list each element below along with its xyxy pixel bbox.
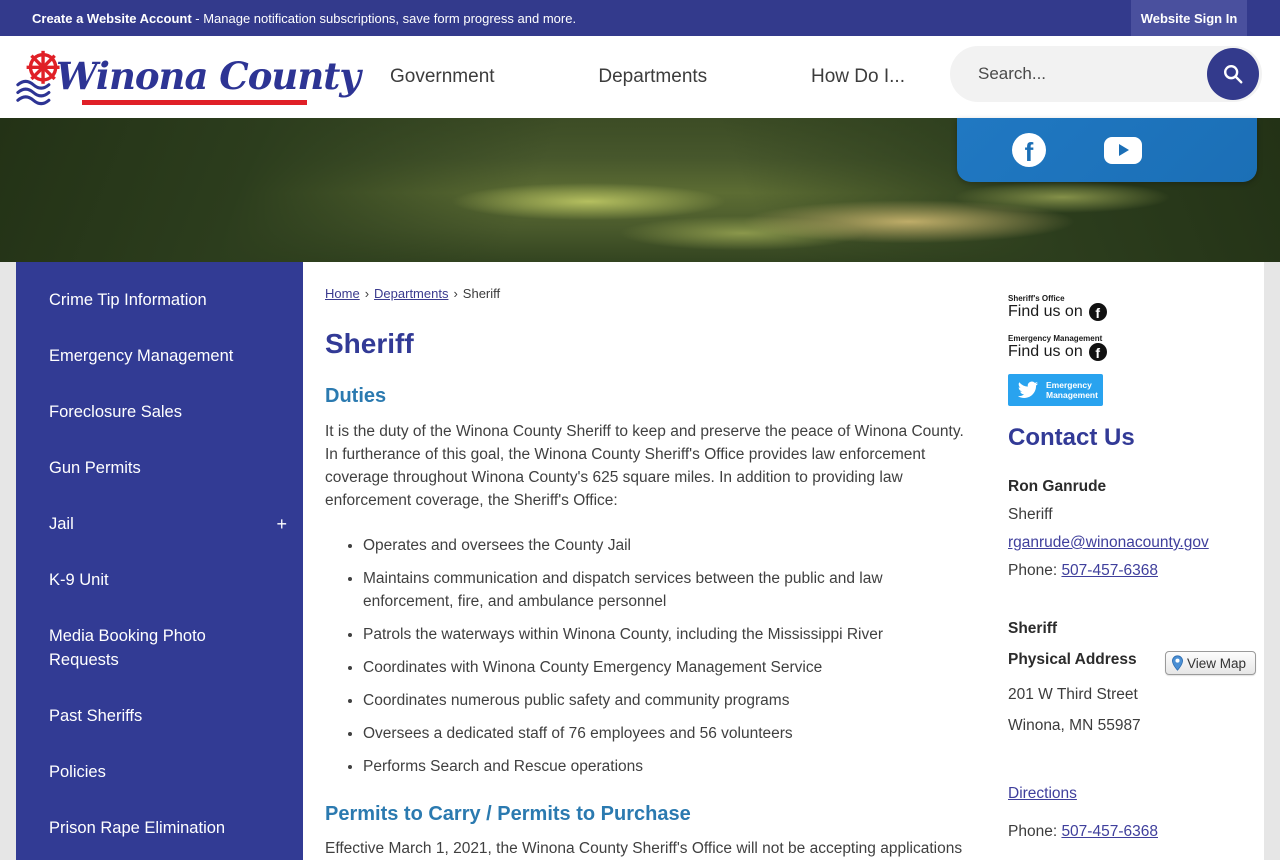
- right-sidebar: [1008, 262, 1264, 860]
- contact-phone-2: [1008, 823, 1256, 841]
- site-header: [0, 36, 1280, 118]
- sidebar-item-label: Past Sheriffs: [49, 707, 143, 725]
- find-us-dept-label: Sheriff's Office: [1008, 294, 1065, 303]
- sidebar-item-label: Foreclosure Sales: [49, 403, 182, 421]
- list-item: • Operates and oversees the County Jail: [363, 534, 976, 557]
- view-map-button[interactable]: [1165, 651, 1256, 675]
- search-input[interactable]: [978, 64, 1207, 84]
- map-pin-icon: [1171, 655, 1184, 671]
- contact-email-link[interactable]: rganrude@winonacounty.gov: [1008, 534, 1209, 551]
- sidebar-item-label: Media Booking Photo Requests: [49, 627, 206, 669]
- twitter-bird-icon: [1015, 379, 1041, 401]
- breadcrumb-departments[interactable]: Departments: [374, 286, 449, 301]
- find-us-dept-label: Emergency Management: [1008, 334, 1103, 343]
- sidebar-item-media-booking-photo-requests[interactable]: [16, 608, 303, 688]
- twitter-emergency-management-badge[interactable]: [1008, 374, 1103, 406]
- sidebar-item-k9-unit[interactable]: [16, 552, 303, 608]
- nav-how-do-i[interactable]: How Do I...: [811, 66, 905, 87]
- phone-label: Phone:: [1008, 562, 1062, 579]
- nav-departments[interactable]: Departments: [598, 66, 708, 87]
- website-sign-in-button[interactable]: Website Sign In: [1131, 0, 1247, 36]
- sidebar-item-label: K-9 Unit: [49, 571, 109, 589]
- create-account-link[interactable]: Create a Website Account: [32, 10, 192, 26]
- list-item: • Coordinates with Winona County Emergency Management Service: [363, 656, 976, 679]
- sidebar-item-prison-rape-elimination[interactable]: [16, 800, 303, 856]
- content-region: [16, 262, 1264, 860]
- view-map-label: View Map: [1186, 655, 1246, 671]
- breadcrumb-current: Sheriff: [462, 286, 501, 301]
- permits-heading: Permits to Carry / Permits to Purchase: [325, 803, 691, 825]
- youtube-icon[interactable]: [1104, 137, 1142, 164]
- logo-underline: [82, 100, 307, 105]
- sidebar-item-policies[interactable]: [16, 744, 303, 800]
- address-line-2: Winona, MN 55987: [1008, 717, 1141, 734]
- contact-department: Sheriff: [1008, 620, 1058, 637]
- sidebar-item-emergency-management[interactable]: [16, 328, 303, 384]
- main-content: [303, 262, 1008, 860]
- duties-heading: Duties: [325, 385, 387, 407]
- twitter-badge-label: Emergency Management: [1046, 380, 1098, 400]
- social-media-card: [957, 118, 1257, 182]
- sidebar-item-label: Crime Tip Information: [49, 291, 207, 309]
- contact-phone: [1008, 562, 1256, 580]
- hero-landscape-photo: [0, 118, 1280, 262]
- expand-plus-icon[interactable]: +: [276, 514, 287, 534]
- contact-us-heading: Contact Us: [1008, 424, 1135, 451]
- sidebar-item-crime-tip-information[interactable]: [16, 272, 303, 328]
- address-line-1: 201 W Third Street: [1008, 686, 1138, 703]
- permits-paragraph-partial: Effective March 1, 2021, the Winona County Sheriff's Office will not be accepting applications: [325, 840, 963, 857]
- main-navigation: [360, 36, 935, 118]
- list-item: • Maintains communication and dispatch services between the public and law enforcement, fire, and ambulance personnel: [363, 567, 976, 613]
- directions-link[interactable]: Directions: [1008, 785, 1077, 802]
- sidebar-item-label: Jail: [49, 515, 74, 533]
- duties-paragraph: It is the duty of the Winona County Sheriff to keep and preserve the peace of Winona County. In furtherance of this goal, the Winona County Sheriff's Office provides law enforcement coverage throughout Winona County's 625 square miles. In addition to providing law enforcement coverage, the Sheriff's Office:: [325, 423, 964, 509]
- list-item: • Patrols the waterways within Winona County, including the Mississippi River: [363, 623, 976, 646]
- find-us-emergency-management[interactable]: [1008, 334, 1256, 361]
- duties-list: [363, 534, 976, 778]
- sidebar-item-label: Prison Rape Elimination: [49, 819, 226, 837]
- top-utility-bar: [0, 0, 1280, 36]
- youtube-play-triangle: [1119, 144, 1129, 156]
- sidebar-item-label: Gun Permits: [49, 459, 141, 477]
- find-us-sheriffs-office[interactable]: [1008, 294, 1256, 321]
- phone-label: Phone:: [1008, 823, 1062, 840]
- facebook-icon[interactable]: f: [1089, 343, 1107, 361]
- breadcrumb-home[interactable]: Home: [325, 286, 360, 301]
- breadcrumb-separator: ›: [453, 286, 458, 301]
- find-us-text: Find us on: [1008, 343, 1083, 360]
- physical-address-label: Physical Address: [1008, 651, 1137, 668]
- contact-name: Ron Ganrude: [1008, 478, 1107, 495]
- phone-link[interactable]: 507-457-6368: [1061, 823, 1158, 840]
- logo-wordmark: Winona County: [56, 54, 360, 98]
- sidebar-item-past-sheriffs[interactable]: [16, 688, 303, 744]
- breadcrumb-separator: ›: [364, 286, 370, 301]
- page-title: Sheriff: [325, 328, 414, 359]
- facebook-icon[interactable]: f: [1012, 133, 1046, 167]
- physical-address-row: [1008, 651, 1256, 675]
- sidebar-item-label: Emergency Management: [49, 347, 234, 365]
- winona-county-logo[interactable]: [14, 44, 360, 110]
- sidebar-item-label: Policies: [49, 763, 106, 781]
- nav-government[interactable]: Government: [390, 66, 495, 87]
- sidebar-item-gun-permits[interactable]: [16, 440, 303, 496]
- sidebar-item-jail[interactable]: [16, 496, 303, 552]
- search-button[interactable]: [1207, 48, 1259, 100]
- find-us-text: Find us on: [1008, 303, 1083, 320]
- breadcrumb: [325, 286, 976, 301]
- sidebar-item-foreclosure-sales[interactable]: [16, 384, 303, 440]
- contact-role: Sheriff: [1008, 506, 1053, 523]
- account-banner-rest: - Manage notification subscriptions, save form progress and more.: [191, 10, 577, 26]
- phone-link[interactable]: 507-457-6368: [1061, 562, 1158, 579]
- list-item: • Oversees a dedicated staff of 76 employees and 56 volunteers: [363, 722, 976, 745]
- account-banner-message[interactable]: [32, 11, 576, 26]
- facebook-icon[interactable]: f: [1089, 303, 1107, 321]
- site-search: [950, 46, 1262, 102]
- left-sidebar-nav: [16, 262, 303, 860]
- search-icon: [1222, 63, 1244, 85]
- list-item: • Performs Search and Rescue operations: [363, 755, 976, 778]
- list-item: • Coordinates numerous public safety and community programs: [363, 689, 976, 712]
